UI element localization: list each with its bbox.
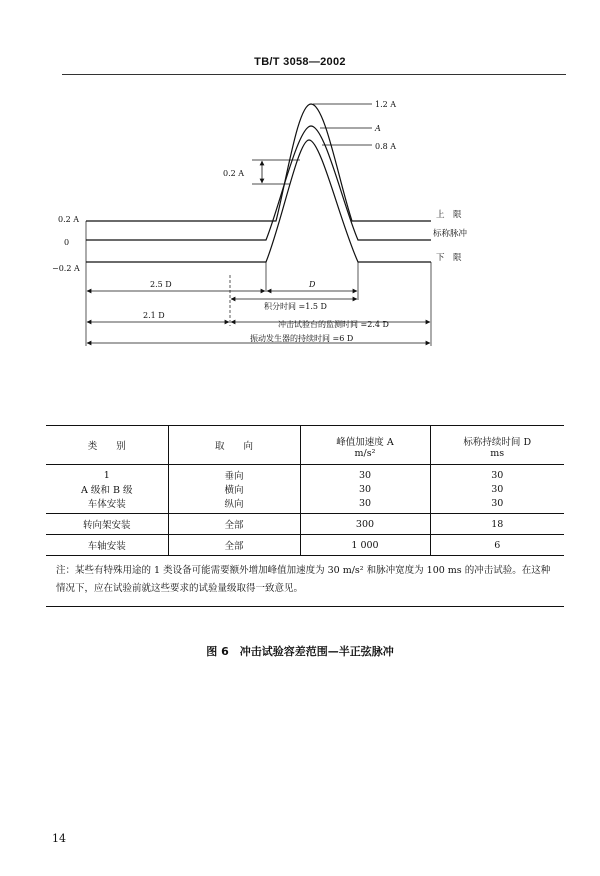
header-duration: 标称持续时间 D <box>430 426 564 449</box>
table-row <box>46 482 564 496</box>
dim-21d-label: 2.1 D <box>143 311 165 320</box>
cell-duration: 30 <box>430 465 564 483</box>
header-peak: 峰值加速度 A <box>300 426 430 449</box>
cell-category: A 级和 B 级 <box>81 485 133 496</box>
cell-direction: 垂向 <box>168 465 300 483</box>
cell-duration: 30 <box>430 482 564 496</box>
figure-caption: 图 6 冲击试验容差范围—半正弦脉冲 <box>206 645 394 658</box>
level-zero-label: 0 <box>64 238 70 247</box>
cell-direction: 横向 <box>168 482 300 496</box>
dim-d-label: D <box>309 280 316 289</box>
cell-category: 车轴安装 <box>87 541 126 552</box>
table-row <box>46 496 564 514</box>
level-upper-label: 0.2 A <box>58 215 80 224</box>
table-note: 注：某些有特殊用途的 1 类设备可能需要额外增加峰值加速度为 30 m/s² 和脉冲宽度为 100 ms 的冲击试验。在这种情况下，应在试验前就这些要求的试验量级取得一致意见。 <box>46 556 564 607</box>
header-duration-unit: ms <box>430 448 564 465</box>
cell-peak: 30 <box>300 465 430 483</box>
peak-label-12: 1.2 A <box>375 100 397 109</box>
peak-label-a: A <box>375 124 381 133</box>
header-category: 类 别 <box>46 426 168 465</box>
cell-category: 转向架安装 <box>46 514 168 535</box>
lower-limit-label: 下 限 <box>436 253 462 263</box>
level-lower-label: −0.2 A <box>52 264 80 273</box>
cell-direction: 全部 <box>168 535 300 556</box>
dim-monitor-label: 冲击试验台的监测时间 =2.4 D <box>278 320 389 329</box>
dim-duration-label: 振动发生器的持续时间 =6 D <box>250 334 354 343</box>
cell-direction: 全部 <box>168 514 300 535</box>
upper-limit-curve <box>86 104 431 221</box>
upper-limit-label: 上 限 <box>436 210 462 220</box>
cell-peak: 1 000 <box>300 535 430 556</box>
cell-direction: 纵向 <box>168 496 300 514</box>
table-row <box>46 514 564 535</box>
tolerance-label: 0.2 A <box>223 169 245 178</box>
cell-duration: 30 <box>430 496 564 514</box>
shock-parameters-table <box>46 425 564 607</box>
dim-integral-label: 积分时间 =1.5 D <box>264 302 327 311</box>
cell-category: 车体安装 <box>46 496 168 514</box>
cell-duration: 6 <box>430 535 564 556</box>
cell-peak: 30 <box>300 482 430 496</box>
page-number: 14 <box>52 832 66 845</box>
peak-label-08: 0.8 A <box>375 142 397 151</box>
table-row <box>46 535 564 556</box>
dim-25d-label: 2.5 D <box>150 280 172 289</box>
nominal-pulse-label: 标称脉冲 <box>433 229 468 239</box>
lower-limit-curve <box>86 140 431 262</box>
header-direction: 取 向 <box>168 426 300 465</box>
header-peak-unit: m/s² <box>300 448 430 465</box>
cell-peak: 30 <box>300 496 430 514</box>
document-header: TB/T 3058—2002 <box>254 56 346 68</box>
cell-peak: 300 <box>300 514 430 535</box>
cell-category: 1 <box>103 469 110 481</box>
table-row <box>46 465 564 483</box>
cell-duration: 18 <box>430 514 564 535</box>
tolerance-figure <box>0 0 600 420</box>
